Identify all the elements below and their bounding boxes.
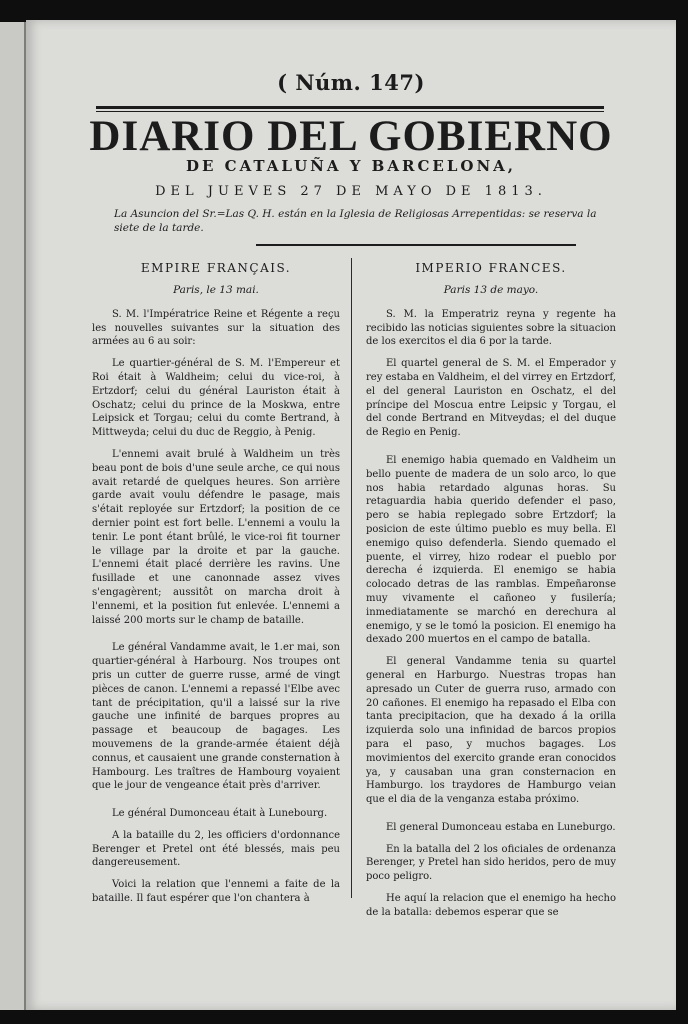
spanish-paragraph: El quartel general de S. M. el Emperador y rey estaba en Valdheim, el del virrey en Ertzdorf, el del general Lauriston en Oschatz, el del príncipe del Moscua entre Leipsic y Torgau, el del conde Bertrand en Mitveydas; el del duque de Regio en Penig. [366, 358, 616, 439]
ornament-rule [256, 244, 576, 246]
french-paragraph: L'ennemi avait brulé à Waldheim un très beau pont de bois d'une seule arche, ce qui nous avait retardé de quelques heures. Son arrière garde avait voulu défendre le pasage, mais s'était reployée sur Ertzdorf; la position de ce dernier point est fort belle. L'ennemi a voulu la tenir. Le pont étant brûlé, le vice-roi fit tourner le village par la droite et par la gauche. L'ennemi était placé derrière les ravins. Une fusillade et une canonnade assez vives s'engagèrent; aussitôt on marcha droit à l'ennemi, et la position fut enlevée. L'ennemi a laissé 200 morts sur le champ de bataille. [92, 448, 340, 626]
french-heading: EMPIRE FRANÇAIS. [140, 261, 292, 275]
french-paragraph: Le quartier-général de S. M. l'Empereur et Roi était à Waldheim; celui du vice-roi, à Ertzdorf; celui du général Lauriston était à Oschatz; celui du prince de la Moskwa, entre Leipsick et Torgau; celui du comte Bertrand, à Mittweyda; celui du duc de Reggio, à Penig. [92, 358, 340, 439]
spanish-heading: IMPERIO FRANCES. [415, 261, 567, 275]
masthead-title: DIARIO DEL GOBIERNO [89, 113, 613, 160]
header-rule-thick [96, 106, 604, 109]
spanish-place-date: Paris 13 de mayo. [443, 284, 539, 296]
newspaper-page [26, 20, 676, 1010]
spanish-paragraph: En la batalla del 2 los oficiales de ordenanza Berenger, y Pretel han sido heridos, pero de muy poco peligro. [366, 843, 616, 883]
french-paragraph: S. M. l'Impératrice Reine et Régente a reçu les nouvelles suivantes sur la situation des armées au 6 au soir: [92, 308, 340, 348]
spanish-paragraph: He aquí la relacion que el enemigo ha hecho de la batalla: debemos esperar que se [366, 893, 616, 918]
spanish-paragraph: El general Vandamme tenia su quartel general en Harburgo. Nuestras tropas han apresado un Cuter de guerra ruso, armado con 20 cañones. El enemigo ha repasado el Elba con tanta precipitacion, que ha dexado á la orilla izquierda solo una infinidad de barcos propios para el paso, y muchos bagages. Los movimientos del exercito grande eran conocidos ya, y causaban una gran consternacion en Hamburgo. los traydores de Hamburgo veian que el dia de la venganza estaba próximo. [366, 656, 616, 806]
masthead-subtitle: DE CATALUÑA Y BARCELONA, [185, 157, 517, 175]
french-paragraph: Le général Vandamme avait, le 1.er mai, son quartier-général à Harbourg. Nos troupes ont pris un cutter de guerre russe, armé de vingt pièces de canon. L'ennemi a repassé l'Elbe avec tant de précipitation, qu'il a laissé sur la rive gauche une infinité de barques propres au passage et beaucoup de bagages. Les mouvemens de la grande-armée étaient déjà connus, et causaient une grande consternation à Hambourg. Les traîtres de Hambourg voyaient que le jour de vengeance était près d'arriver. [92, 642, 340, 792]
french-paragraph: Voici la relation que l'ennemi a faite de la bataille. Il faut espérer que l'on chantera à [92, 879, 340, 905]
spanish-column [366, 260, 616, 928]
spanish-paragraph: El general Dumonceau estaba en Luneburgo. [386, 821, 616, 833]
dateline: DEL JUEVES 27 DE MAYO DE 1813. [155, 184, 547, 199]
spanish-paragraph: El enemigo habia quemado en Valdheim un bello puente de madera de un solo arco, lo que nos habia retardado algunas horas. Su retaguardia habia querido defender el paso, pero se habia replegado sobre Ertzdorf; la posicion de este último pueblo es muy bella. El enemigo quiso defenderla. Siendo quemado el puente, el virrey, hizo rodear el pueblo por derecha é izquierda. El enemigo se habia colocado detras de las ramblas. Empeñaronse muy vivamente el cañoneo y fusilería; inmediatamente se marchó en derechura al enemigo, y se le tomó la posicion. El enemigo ha dexado 200 muertos en el campo de batalla. [366, 454, 616, 646]
issue-number: ( Núm. 147) [277, 70, 425, 95]
french-column [92, 260, 340, 914]
adjacent-page-edge [0, 22, 26, 1010]
religious-notice: La Asuncion del Sr.=Las Q. H. están en la Iglesia de Religiosas Arrepentidas: se reserva la siete de la tarde. [114, 208, 597, 234]
column-divider [351, 258, 352, 898]
french-paragraph: A la bataille du 2, les officiers d'ordonnance Berenger et Pretel ont été blessés, mais peu dangereusement. [92, 829, 340, 869]
french-paragraph: Le général Dumonceau était à Lunebourg. [112, 808, 328, 820]
french-place-date: Paris, le 13 mai. [173, 284, 259, 296]
spanish-paragraph: S. M. la Emperatriz reyna y regente ha recibido las noticias siguientes sobre la situacion de los exercitos el dia 6 por la tarde. [366, 308, 616, 348]
